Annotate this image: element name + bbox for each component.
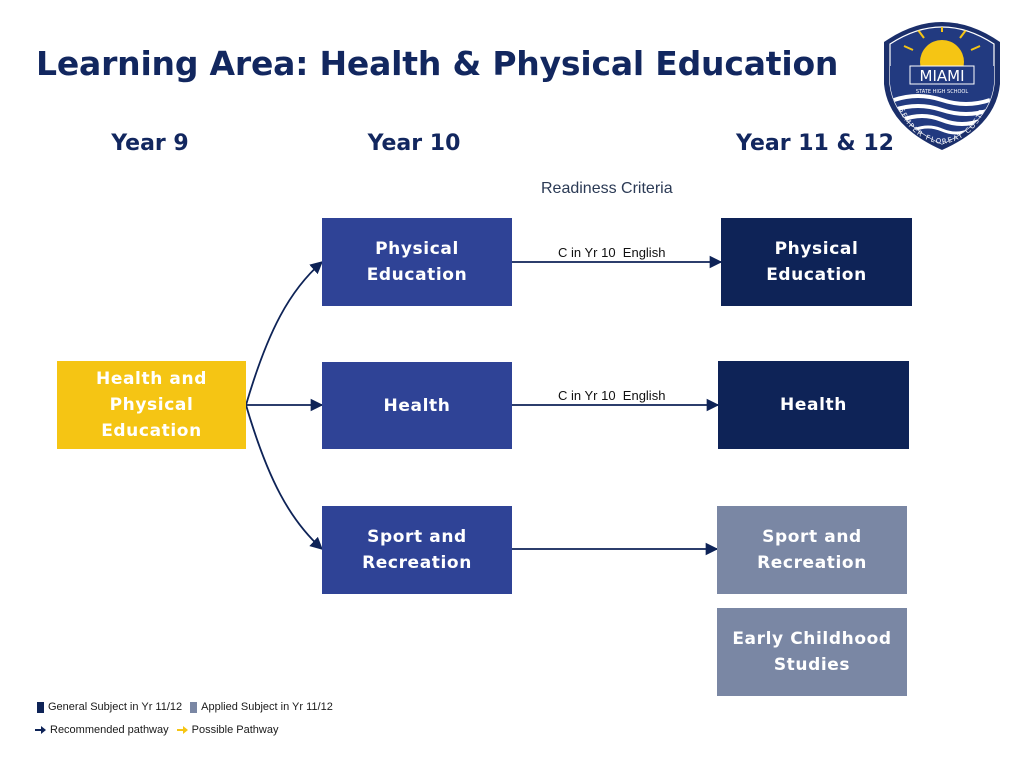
node-year10-health: Health <box>322 362 512 449</box>
legend-label-general: General Subject in Yr 11/12 <box>48 701 183 713</box>
column-header-year-11-12: Year 11 & 12 <box>736 131 894 156</box>
legend-label-recommended: Recommended pathway <box>50 724 169 736</box>
legend-label-possible: Possible Pathway <box>191 724 279 736</box>
svg-text:STATE HIGH SCHOOL: STATE HIGH SCHOOL <box>915 89 969 95</box>
node-year11-sport-recreation: Sport and Recreation <box>717 506 907 594</box>
node-year10-physical-education: Physical Education <box>322 218 512 306</box>
svg-text:SEMPER FLOREAT COSTA: SEMPER FLOREAT COSTA <box>897 106 987 147</box>
page-title: Learning Area: Health & Physical Education <box>36 44 839 83</box>
criteria-label-health: C in Yr 10 English <box>558 388 666 403</box>
svg-text:MIAMI: MIAMI <box>919 67 965 85</box>
node-year11-early-childhood-studies: Early Childhood Studies <box>717 608 907 696</box>
legend-row-subject-types <box>37 701 333 713</box>
legend-row-pathways <box>35 724 278 736</box>
readiness-criteria-header: Readiness Criteria <box>541 180 673 197</box>
legend-label-applied: Applied Subject in Yr 11/12 <box>201 701 333 713</box>
node-year11-physical-education: Physical Education <box>721 218 912 306</box>
legend-swatch-general <box>37 702 44 713</box>
column-header-year-9: Year 9 <box>111 131 189 156</box>
legend-swatch-applied <box>190 702 197 713</box>
legend-arrow-possible-icon <box>177 725 189 735</box>
pathway-y9-to-y10-pe <box>246 262 322 405</box>
criteria-label-physical-education: C in Yr 10 English <box>558 245 666 260</box>
legend-arrow-recommended-icon <box>35 725 47 735</box>
node-year11-health: Health <box>718 361 909 449</box>
column-header-year-10: Year 10 <box>367 131 461 156</box>
node-year10-sport-recreation: Sport and Recreation <box>322 506 512 594</box>
node-year9-health-physical-education: Health and Physical Education <box>57 361 246 449</box>
pathway-y9-to-y10-sport <box>246 405 322 549</box>
